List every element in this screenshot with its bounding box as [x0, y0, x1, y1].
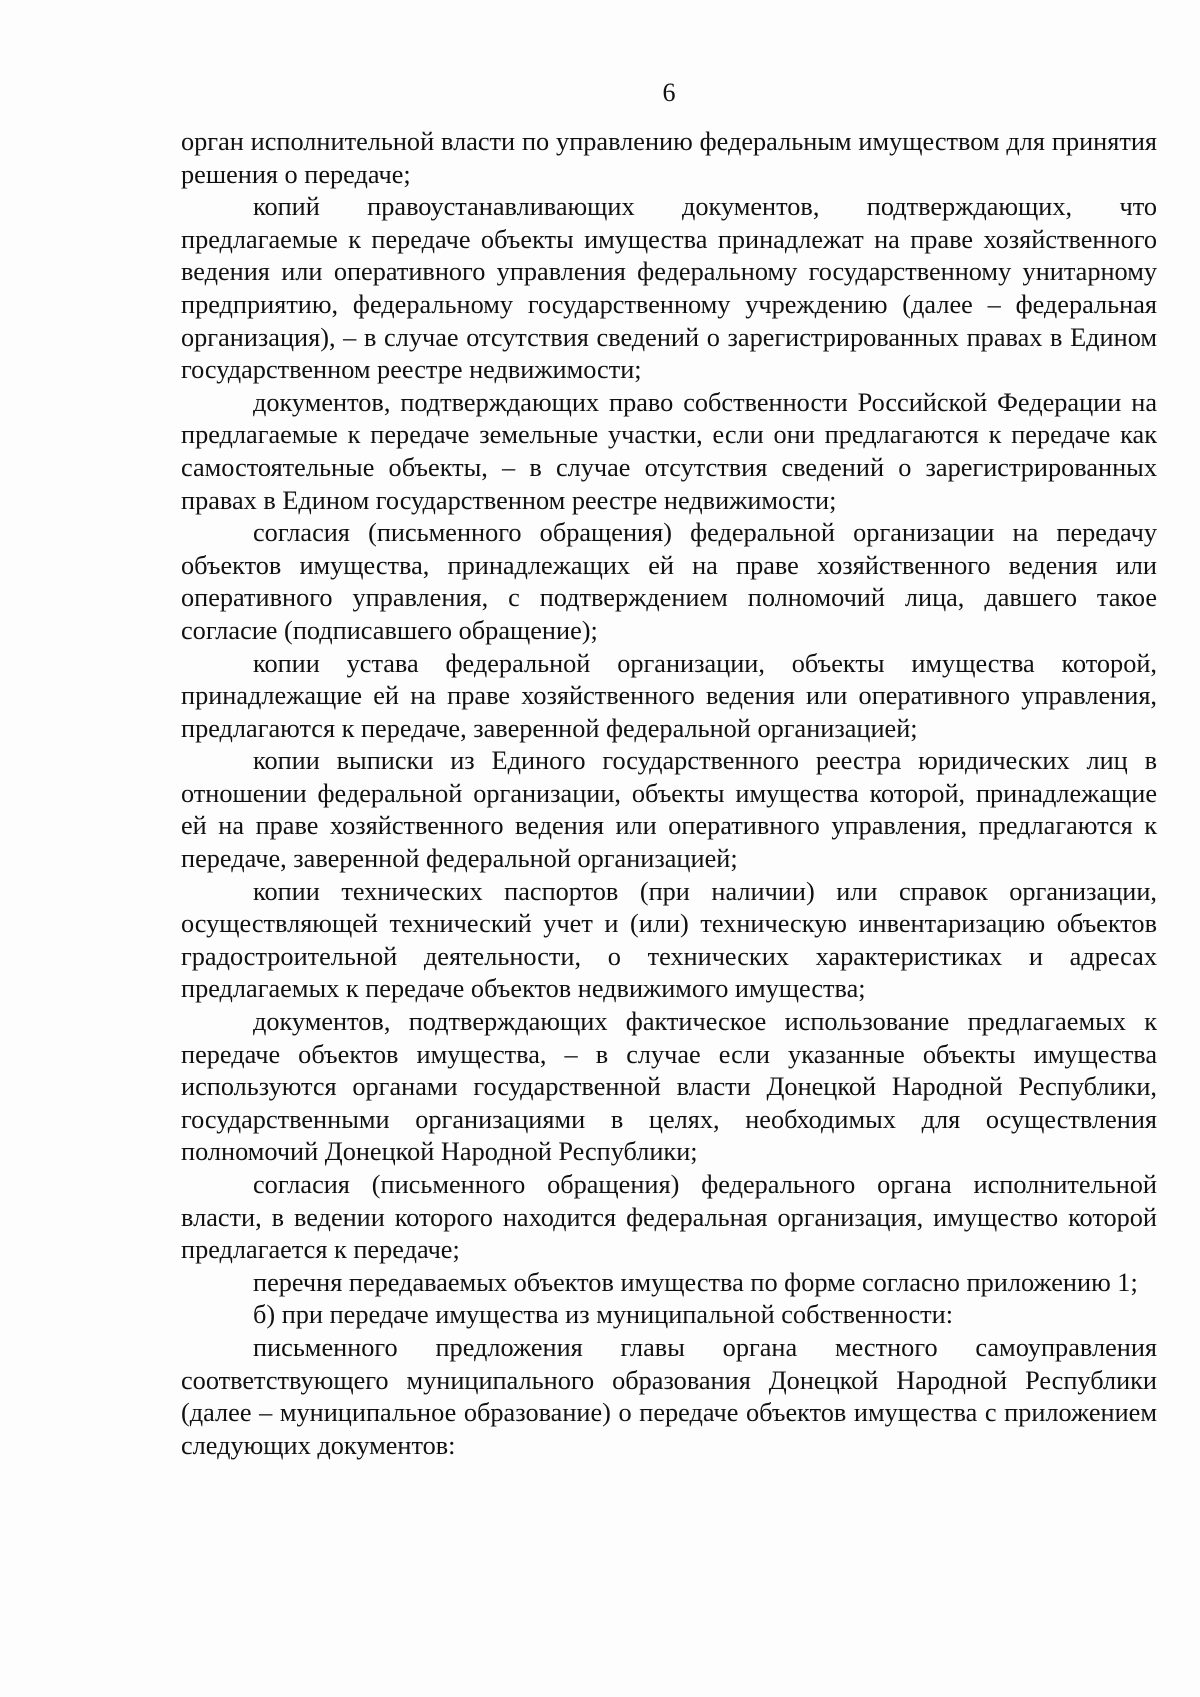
paragraph-5: копии устава федеральной организации, объекты имущества которой, принадлежащие ей на праве хозяйственного ведения или оперативного управления, предлагаются к передаче, заверенной федеральной организацией;: [181, 648, 1157, 743]
paragraph-9: согласия (письменного обращения) федерального органа исполнительной власти, в ведении которого находится федеральная организация, имущество которой предлагается к передаче;: [181, 1170, 1157, 1265]
page-number: 6: [662, 78, 676, 107]
paragraph-12: письменного предложения главы органа местного самоуправления соответствующего муниципального образования Донецкой Народной Республики (далее – муниципальное образование) о передаче объектов имущества с приложением следующих документов:: [181, 1332, 1157, 1460]
paragraph-6: копии выписки из Единого государственного реестра юридических лиц в отношении федеральной организации, объекты имущества которой, принадлежащие ей на праве хозяйственного ведения или оперативного управления, предлагаются к передаче, заверенной федеральной организацией;: [181, 746, 1157, 874]
paragraph-7: копии технических паспортов (при наличии) или справок организации, осуществляющей технический учет и (или) техническую инвентаризацию объектов градостроительной деятельности, о технических характеристиках и адресах предлагаемых к передаче объектов недвижимого имущества;: [181, 876, 1157, 1004]
paragraph-8: документов, подтверждающих фактическое использование предлагаемых к передаче объектов имущества, – в случае если указанные объекты имущества используются органами государственной власти Донецкой Народной Республики, государственными организациями в целях, необходимых для осуществления полномочий Донецкой Народной Республики;: [181, 1007, 1157, 1167]
paragraph-4: согласия (письменного обращения) федеральной организации на передачу объектов имущества, принадлежащих ей на праве хозяйственного ведения или оперативного управления, с подтверждением полномочий лица, давшего такое согласие (подписавшего обращение);: [181, 518, 1157, 645]
paragraph-3: документов, подтверждающих право собственности Российской Федерации на предлагаемые к передаче земельные участки, если они предлагаются к передаче как самостоятельные объекты, – в случае отсутствия сведений о зарегистрированных правах в Едином государственном реестре недвижимости;: [181, 387, 1157, 515]
paragraph-11: б) при передаче имущества из муниципальной собственности:: [253, 1300, 954, 1330]
paragraph-10: перечня передаваемых объектов имущества по форме согласно приложению 1;: [253, 1267, 1138, 1297]
paragraph-2: копий правоустанавливающих документов, подтверждающих, что предлагаемые к передаче объекты имущества принадлежат на праве хозяйственного ведения или оперативного управления федеральному государственному унитарному предприятию, федеральному государственному учреждению (далее – федеральная организация), – в случае отсутствия сведений о зарегистрированных правах в Едином государственном реестре недвижимости;: [181, 192, 1157, 385]
document-body: [181, 126, 1157, 1462]
paragraph-1: орган исполнительной власти по управлению федеральным имуществом для принятия решения о передаче;: [181, 127, 1157, 189]
